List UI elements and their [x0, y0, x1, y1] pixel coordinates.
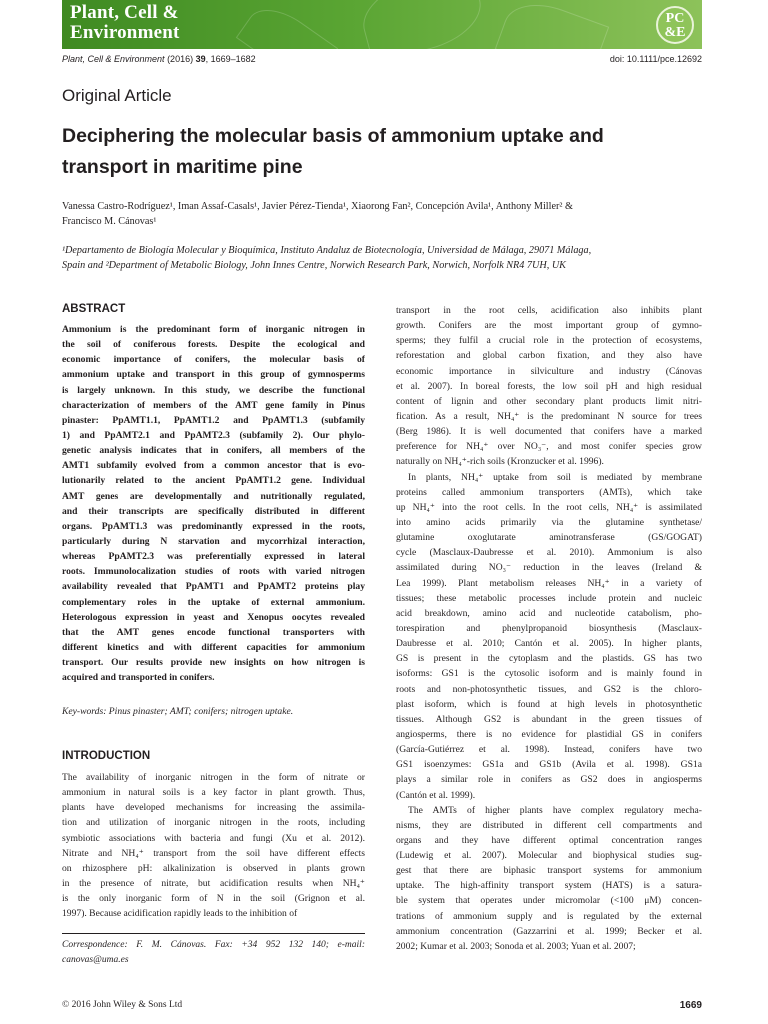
- affiliations: ¹Departamento de Biología Molecular y Bioquímica, Instituto Andaluz de Biotecnología, Universidad de Málaga, 29071 Málaga, Spain and ²Department of Metabolic Biology, John Innes Centre, Norwich Research Park, Norwich, Norfolk NR4 7UH, UK: [62, 245, 592, 271]
- abstract-body: [62, 322, 365, 685]
- text-line: organs. PpAMT1.3 was predominantly expressed in the roots,: [62, 520, 365, 532]
- abstract-heading: ABSTRACT: [62, 303, 126, 315]
- text-line: acid breakdown, amino acid and nucleotide catabolism, pho-: [396, 607, 702, 619]
- text-line: Ammonium is the predominant form of inorganic nitrogen in: [62, 324, 365, 335]
- text-line: GS1 isoenzymes: GS1a and GS1b (Avila et al. 1998). GS1a: [396, 759, 702, 771]
- citation-line: [62, 54, 702, 67]
- text-line: Lea 1999). Plant metabolism releases NH₄⁺ in a variety of: [396, 577, 702, 589]
- text-line: plants have developed mechanisms for increasing the assimila-: [62, 802, 365, 814]
- article-title: Deciphering the molecular basis of ammonium uptake and transport in maritime pine: [62, 125, 604, 178]
- text-line: is largely unknown. In this study, we describe the functional: [62, 384, 365, 396]
- citation-volume: 39: [195, 54, 206, 64]
- journal-logo: PC &E: [656, 6, 694, 44]
- text-line: 2002; Kumar et al. 2003; Sonoda et al. 2003; Yuan et al. 2007;: [396, 940, 636, 952]
- text-line: whereas PpAMT2.3 was preferentially expressed in lateral: [62, 551, 365, 563]
- text-line: (Cantón et al. 1999).: [396, 789, 476, 801]
- text-line: different kinetics and with different capacities for ammonium: [62, 641, 365, 653]
- text-line: Heterologous expression in yeast and Xenopus oocytes revealed: [62, 611, 365, 623]
- text-line: up NH₄⁺ into the root cells. In the root cells, NH₄⁺ is assimilated: [396, 501, 702, 513]
- text-line: tion and utilization of inorganic nitrogen in the roots, including: [62, 817, 365, 829]
- text-line: transport in the root cells, acidification also inhibits plant: [396, 305, 702, 316]
- text-line: transport. Our results provide new insights on how nitrogen is: [62, 657, 365, 669]
- text-line: et al. 2007). In boreal forests, the low soil pH and high residual: [396, 380, 702, 392]
- text-line: growth. Conifers are the most important group of gymno-: [396, 320, 702, 332]
- text-line: cycle (Masclaux-Daubresse et al. 2010). Ammonium is also: [396, 547, 702, 559]
- text-line: AMT1 subfamily evolved from a common ancestor that is evo-: [62, 460, 365, 472]
- text-line: glutamine oxoglutarate aminotransferase (GS/GOGAT): [396, 532, 702, 544]
- text-line: economic importance in silviculture and industry (Cánovas: [396, 365, 702, 377]
- journal-name: Plant, Cell & Environment: [70, 2, 180, 43]
- text-line: plays a similar role in conifers as GS2 does in angiosperms: [396, 774, 702, 786]
- text-line: particularly during N starvation and mycorrhizal interaction,: [62, 535, 365, 547]
- text-line: content of lignin and other secondary plant products limit nitri-: [396, 395, 702, 407]
- text-line: symbiotic associations with bacteria and fungi (Xu et al. 2012).: [62, 832, 365, 844]
- text-line: is the only inorganic form of N in the soil (Grignon et al.: [62, 893, 365, 905]
- text-line: Daubresse et al. 2010; Cantón et al. 2005). In higher plants,: [396, 638, 702, 650]
- text-line: assimilated during NO₃⁻ reduction in the leaves (Ireland &: [396, 562, 702, 574]
- text-line: tissues; these metabolic processes include protein and nucleic: [396, 592, 702, 604]
- text-line: on rhizosphere pH: alkalinization is observed in plants grown: [62, 862, 365, 874]
- text-line: preference for NH₄⁺ over NO₃⁻, and most conifer species grow: [396, 441, 702, 453]
- text-line: (Ludewig et al. 2007). Molecular and biophysical studies sug-: [396, 850, 702, 862]
- article-type: Original Article: [62, 86, 172, 105]
- text-line: availability revealed that PpAMT1 and PpAMT2 proteins play: [62, 581, 365, 593]
- text-line: isoforms: GS1 is the cytosolic isoform and is mainly found in: [396, 668, 702, 680]
- text-line: and their transcripts are specifically distributed in different: [62, 505, 365, 517]
- text-line: ble system that operates under micromolar (<100 μM) concen-: [396, 895, 702, 907]
- text-line: that the AMT genes encode functional transporters with: [62, 626, 365, 638]
- text-line: angiosperms, there is no evidence for plastidial GS in conifers: [396, 728, 702, 740]
- text-line: sperms; they fulfil a crucial role in the protection of ecosystems,: [396, 335, 702, 347]
- text-line: GS is present in the cytoplasm and the plastids. GS has two: [396, 653, 702, 665]
- citation-pages: , 1669–1682: [205, 54, 256, 64]
- text-line: characterization of members of the AMT gene family in Pinus: [62, 399, 365, 411]
- text-line: 1997). Because acidification rapidly leads to the inhibition of: [62, 908, 298, 920]
- text-line: ammonium concentration (Gazzarrini et al. 1999; Becker et al.: [396, 925, 702, 937]
- text-line: roots and non-photosynthetic tissues, and GS2 is the chloro-: [396, 683, 702, 695]
- text-line: economic importance of conifers, the molecular basis of: [62, 354, 365, 366]
- text-line: ammonium uptake and transport in this group of gymnosperms: [62, 369, 365, 381]
- text-line: into amino acids primarily via the glutamine synthetase/: [396, 516, 702, 528]
- text-line: 1) and PpAMT2.1 and PpAMT2.3 (subfamily 2). Our phylo-: [62, 429, 365, 441]
- text-line: roots. Immunolocalization studies of roots with varied nitrogen: [62, 566, 365, 578]
- text-line: pinaster: PpAMT1.1, PpAMT1.2 and PpAMT1.3 (subfamily: [62, 414, 365, 426]
- introduction-heading: INTRODUCTION: [62, 750, 151, 762]
- text-line: organs and they have different optimal concentration ranges: [396, 834, 702, 846]
- text-line: reforestation and global carbon fixation, and they also have: [396, 350, 702, 362]
- text-line: gest that there are biphasic transport systems for ammonium: [396, 865, 702, 877]
- text-line: The availability of inorganic nitrogen in the form of nitrate or: [62, 772, 365, 783]
- text-line: ammonium in natural soils is a key factor in plant growth. Thus,: [62, 787, 365, 799]
- doi[interactable]: doi: 10.1111/pce.12692: [609, 54, 702, 64]
- text-line: AMT genes are developmentally and nutritionally regulated,: [62, 490, 365, 502]
- text-line: fication. As a result, NH₄⁺ is the predominant N source for trees: [396, 410, 702, 422]
- journal-banner: [62, 0, 702, 49]
- text-line: lutionarily related to the ancient PpAMT1.2 gene. Individual: [62, 475, 365, 487]
- page-number: 1669: [679, 1000, 702, 1011]
- citation-year: (2016): [167, 54, 194, 64]
- text-line: trations of ammonium supply and is regulated by the external: [396, 910, 702, 922]
- introduction-body: [62, 770, 365, 921]
- text-line: acquired and transported in conifers.: [62, 672, 215, 684]
- text-line: (García-Gutiérrez et al. 1998). Instead, conifers have two: [396, 744, 702, 756]
- text-line: complementary roles in the uptake of external ammonium.: [62, 596, 365, 608]
- text-line: naturally on NH₄⁺-rich soils (Kronzucker et al. 1996).: [396, 456, 604, 468]
- text-line: In plants, NH₄⁺ uptake from soil is mediated by membrane: [408, 471, 702, 483]
- correspondence: Correspondence: F. M. Cánovas. Fax: +34 952 132 140; e-mail: canovas@uma.es: [62, 933, 365, 967]
- text-line: in the presence of nitrate, but acidification results when NH₄⁺: [62, 877, 365, 889]
- text-line: torespiration and phenylpropanoid biosynthesis (Masclaux-: [396, 622, 702, 634]
- text-line: uptake. The high-affinity transport system (HATS) is a satura-: [396, 880, 702, 892]
- text-line: nisms, they are distributed in different cell compartments and: [396, 819, 702, 831]
- copyright: © 2016 John Wiley & Sons Ltd: [62, 1000, 183, 1010]
- text-line: proteins called ammonium transporters (AMTs), which take: [396, 486, 702, 498]
- body-text-right-column: [396, 303, 702, 954]
- citation-journal: Plant, Cell & Environment: [62, 54, 165, 64]
- text-line: The AMTs of higher plants have complex regulatory mecha-: [408, 804, 702, 816]
- text-line: tissues. Although GS2 is abundant in the green tissues of: [396, 713, 702, 725]
- text-line: the soil of coniferous forests. Despite the ecological and: [62, 339, 365, 351]
- text-line: (Berg 1986). It is well documented that conifers have a marked: [396, 426, 702, 438]
- text-line: plast isoform, which is found at high levels in photosynthetic: [396, 698, 702, 710]
- author-list: Vanessa Castro-Rodríguez¹, Iman Assaf-Casals¹, Javier Pérez-Tienda¹, Xiaorong Fan², Concepción Avila¹, Anthony Miller² & Francisco M. Cánovas¹: [62, 201, 573, 227]
- keywords: Key-words: Pinus pinaster; AMT; conifers; nitrogen uptake.: [62, 706, 294, 717]
- text-line: genetic analysis indicates that in conifers, all members of the: [62, 445, 365, 457]
- text-line: Nitrate and NH₄⁺ transport from the soil have different effects: [62, 847, 365, 859]
